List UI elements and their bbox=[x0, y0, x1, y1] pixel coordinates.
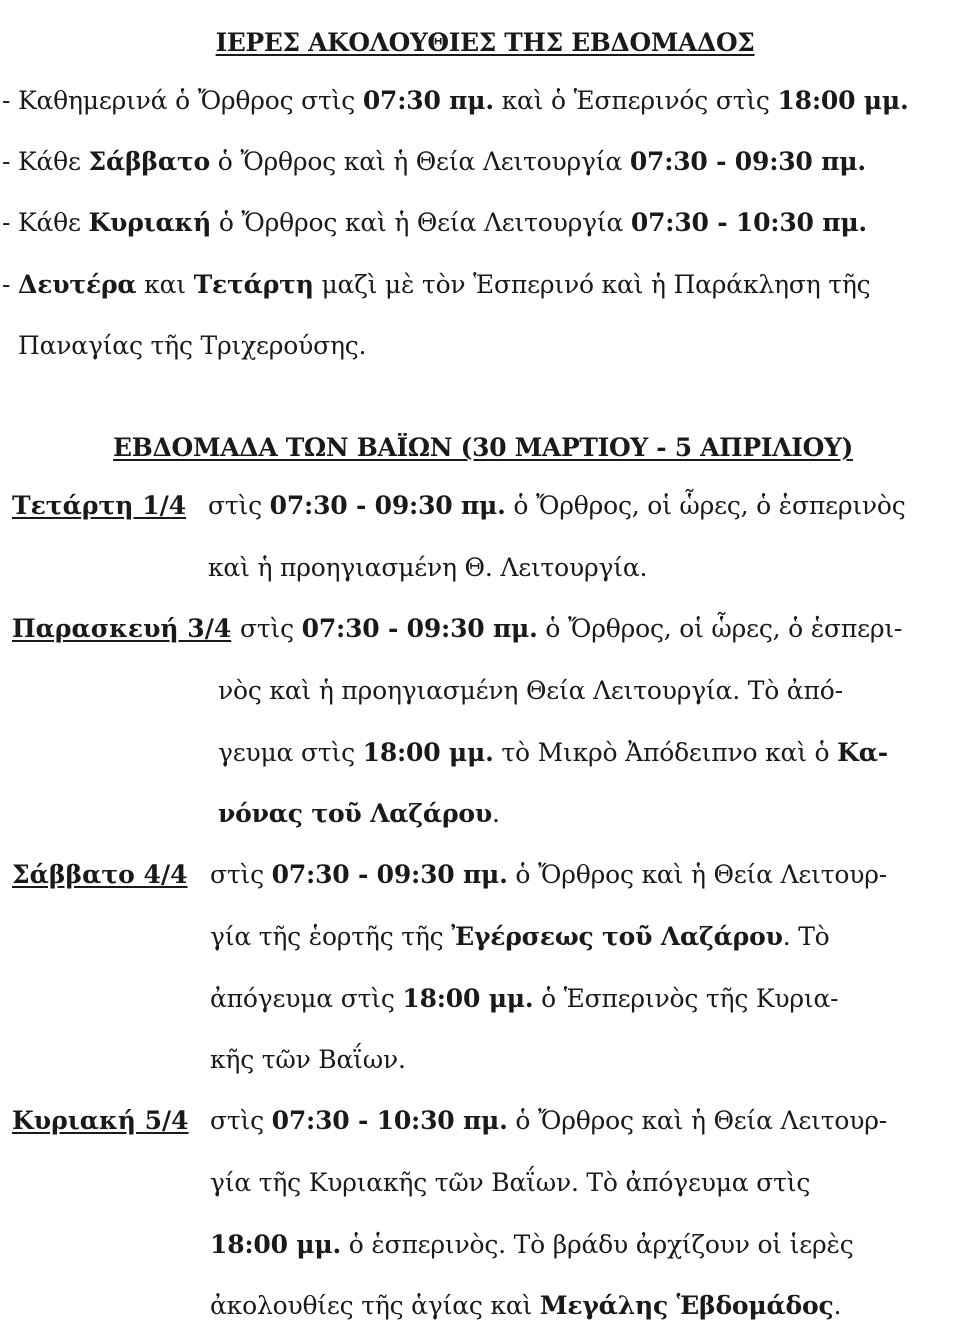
day-name: Κυριακή bbox=[88, 208, 212, 237]
text: . bbox=[492, 799, 500, 828]
friday-line-2: νὸς καὶ ἡ προηγιασμένη Θεία Λειτουργία. Τὸ ἀπό- bbox=[218, 676, 843, 705]
wednesday-line-1 bbox=[208, 491, 906, 520]
weekly-line-5: Παναγίας τῆς Τριχερούσης. bbox=[18, 331, 367, 360]
saturday-line-1 bbox=[210, 860, 887, 889]
text: καὶ ὁ Ἑσπερινός στὶς bbox=[493, 86, 778, 115]
text: ἀκολουθίες τῆς ἁγίας καὶ bbox=[210, 1291, 540, 1320]
friday-line-4 bbox=[218, 799, 500, 828]
day-name: Τετάρτη bbox=[193, 270, 314, 299]
text: ὁ ἑσπερινὸς. Τὸ βράδυ ἀρχίζουν οἱ ἱερὲς bbox=[341, 1230, 854, 1259]
text: γευμα στὶς bbox=[218, 738, 363, 767]
weekly-line-4 bbox=[2, 270, 870, 299]
time: 18:00 μμ. bbox=[362, 738, 494, 767]
time: 07:30 - 09:30 πμ. bbox=[271, 860, 508, 889]
feast-name: Ἐγέρσεως τοῦ Λαζάρου bbox=[451, 922, 783, 951]
text: ὁ Ὄρθρος, οἱ ὧρες, ὁ ἑσπερινὸς bbox=[505, 491, 906, 520]
day-label-saturday: Σάββατο 4/4 bbox=[12, 860, 188, 889]
text: . Τὸ bbox=[782, 922, 830, 951]
text: ἀπόγευμα στὶς bbox=[210, 984, 403, 1013]
text: ὁ Ἑσπερινὸς τῆς Κυρια- bbox=[533, 984, 839, 1013]
time: 07:30 - 09:30 πμ. bbox=[629, 147, 866, 176]
day-label-wednesday: Τετάρτη 1/4 bbox=[12, 491, 187, 520]
time: 07:30 - 09:30 πμ. bbox=[269, 491, 506, 520]
text: ὁ Ὄρθρος καὶ ἡ Θεία Λειτουρ- bbox=[507, 1106, 887, 1135]
time: 07:30 πμ. bbox=[362, 86, 494, 115]
text: στὶς bbox=[240, 614, 302, 643]
text: στὶς bbox=[208, 491, 270, 520]
time: 18:00 μμ. bbox=[210, 1230, 342, 1259]
day-label-sunday: Κυριακή 5/4 bbox=[12, 1106, 189, 1135]
text: - Καθημερινά ὁ Ὄρθρος στὶς bbox=[2, 86, 363, 115]
day-name: Δευτέρα bbox=[18, 270, 137, 299]
text: ὁ Ὄρθρος καὶ ἡ Θεία Λειτουργία bbox=[209, 147, 630, 176]
feast-name: Κα- bbox=[837, 738, 888, 767]
weekly-line-3 bbox=[2, 208, 867, 237]
text: - Κάθε bbox=[2, 208, 89, 237]
text: και bbox=[136, 270, 194, 299]
weekly-line-1 bbox=[2, 86, 908, 115]
feast-name: Μεγάλης Ἑβδομάδος bbox=[539, 1291, 834, 1320]
page-heading-weekly: ΙΕΡΕΣ ΑΚΟΛΟΥΘΙΕΣ ΤΗΣ ΕΒΔΟΜΑΔΟΣ bbox=[215, 28, 755, 57]
time: 07:30 - 10:30 πμ. bbox=[271, 1106, 508, 1135]
sunday-line-1 bbox=[210, 1106, 887, 1135]
page-heading-palm-week: ΕΒΔΟΜΑΔΑ ΤΩΝ ΒΑΪΩΝ (30 ΜΑΡΤΙΟΥ - 5 ΑΠΡΙΛΙΟΥ) bbox=[113, 433, 854, 462]
friday-line-1 bbox=[240, 614, 902, 643]
time: 18:00 μμ. bbox=[402, 984, 534, 1013]
text: ὁ Ὄρθρος καὶ ἡ Θεία Λειτουργία bbox=[211, 208, 631, 237]
wednesday-line-2: καὶ ἡ προηγιασμένη Θ. Λειτουργία. bbox=[208, 553, 648, 582]
day-name: Σάββατο bbox=[88, 147, 210, 176]
text: - Κάθε bbox=[2, 147, 89, 176]
text: . bbox=[833, 1291, 842, 1320]
feast-name: νόνας τοῦ Λαζάρου bbox=[218, 799, 493, 828]
text: - bbox=[2, 270, 18, 299]
sunday-line-2: γία τῆς Κυριακῆς τῶν Βαΐων. Τὸ ἀπόγευμα στὶς bbox=[210, 1168, 811, 1197]
time: 07:30 - 10:30 πμ. bbox=[630, 208, 867, 237]
weekly-line-2 bbox=[2, 147, 866, 176]
friday-line-3 bbox=[218, 738, 888, 767]
time: 07:30 - 09:30 πμ. bbox=[301, 614, 538, 643]
text: τὸ Μικρὸ Ἀπόδειπνο καὶ ὁ bbox=[493, 738, 838, 767]
text: ὁ Ὄρθρος, οἱ ὧρες, ὁ ἑσπερι- bbox=[537, 614, 903, 643]
text: στὶς bbox=[210, 1106, 272, 1135]
time: 18:00 μμ. bbox=[777, 86, 909, 115]
sunday-line-4 bbox=[210, 1291, 841, 1320]
day-label-friday: Παρασκευή 3/4 bbox=[12, 614, 232, 643]
saturday-line-4: κῆς τῶν Βαΐων. bbox=[210, 1045, 406, 1074]
saturday-line-2 bbox=[210, 922, 830, 951]
text: ὁ Ὄρθρος καὶ ἡ Θεία Λειτουρ- bbox=[507, 860, 887, 889]
text: μαζὶ μὲ τὸν Ἑσπερινό καὶ ἡ Παράκληση τῆς bbox=[313, 270, 871, 299]
saturday-line-3 bbox=[210, 984, 838, 1013]
text: γία τῆς ἑορτῆς τῆς bbox=[210, 922, 452, 951]
text: στὶς bbox=[210, 860, 272, 889]
sunday-line-3 bbox=[210, 1230, 854, 1259]
